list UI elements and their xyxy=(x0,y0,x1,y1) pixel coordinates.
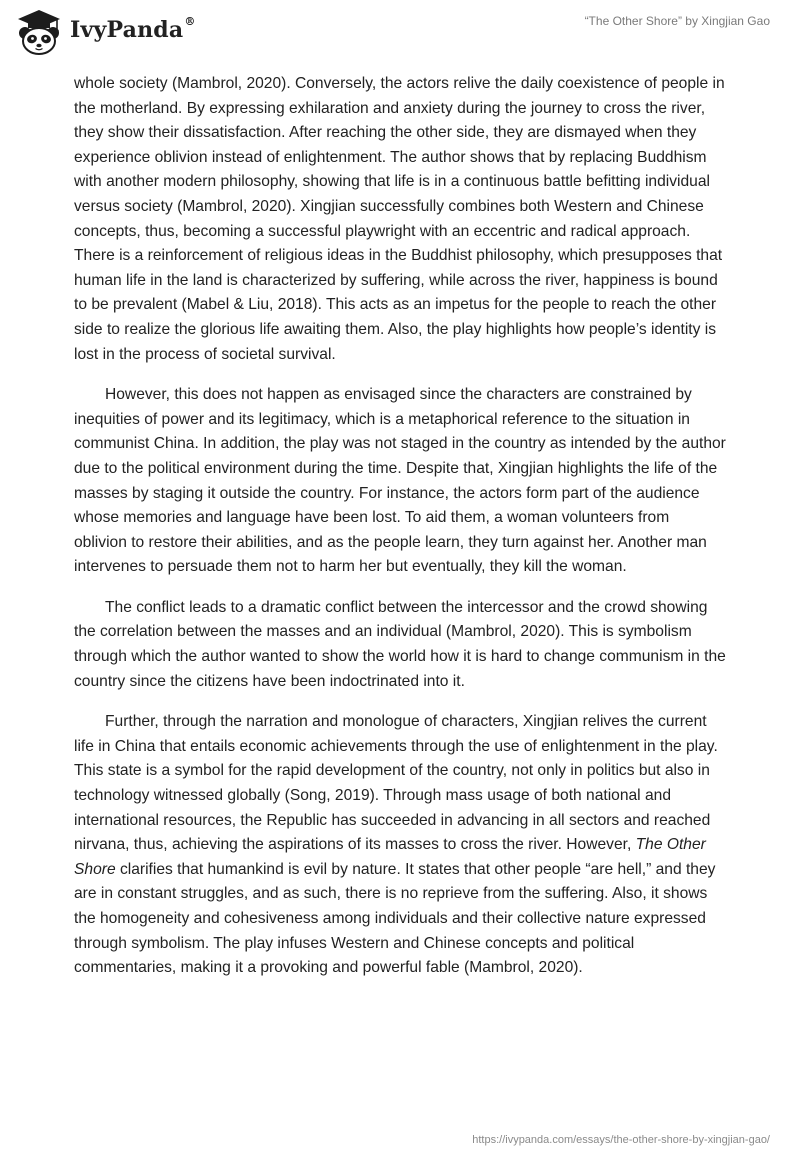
running-title: “The Other Shore” by Xingjian Gao xyxy=(584,14,770,28)
paragraph-2: However, this does not happen as envisaged since the characters are constrained by inequities of power and its legitimacy, which is a metaphorical reference to the situation in communist China. In addition, the play was not staged in the country as intended by the author due to the political environment during the time. Despite that, Xingjian highlights the life of the masses by staging it outside the country. For instance, the actors form part of the audience whose memories and language have been lost. To aid them, a woman volunteers from oblivion to restore their abilities, and as the people learn, they turn against her. Another man intervenes to persuade them not to harm her but eventually, they kill the woman. xyxy=(74,386,726,576)
source-url[interactable]: https://ivypanda.com/essays/the-other-shore-by-xingjian-gao/ xyxy=(472,1134,770,1146)
paragraph-1: whole society (Mambrol, 2020). Conversely, the actors relive the daily coexistence of people in the motherland. By expressing exhilaration and anxiety during the journey to cross the river, they show their dissatisfaction. After reaching the other side, they are dismayed when they experience oblivion instead of enlightenment. The author shows that by replacing Buddhism with another modern philosophy, showing that life is in a continuous battle befitting individual versus society (Mambrol, 2020). Xingjian successfully combines both Western and Chinese concepts, thus, becoming a successful playwright with an eccentric and radical approach. There is a reinforcement of religious ideas in the Buddhist philosophy, which presupposes that human life in the land is characterized by suffering, while across the river, happiness is bound to be prevalent (Mabel & Liu, 2018). This acts as an impetus for the people to reach the other side to realize the glorious life awaiting them. Also, the play highlights how people’s identity is lost in the process of societal survival. xyxy=(74,75,725,363)
brand-logo[interactable] xyxy=(14,8,196,56)
page-header xyxy=(0,0,800,64)
brand-name: IvyPanda® xyxy=(70,14,196,43)
paragraph-4-text-after-title: clarifies that humankind is evil by nature. It states that other people “are hell,” and they are in constant struggles, and as such, there is no reprieve from the suffering. Also, it shows the homogeneity and cohesiveness among individuals and their collective nature expressed through symbolism. The play infuses Western and Chinese concepts and political commentaries, making it a provoking and powerful fable (Mambrol, 2020). xyxy=(74,860,716,977)
play-title: The Other Shore xyxy=(74,836,706,878)
registered-mark: ® xyxy=(184,14,196,28)
paragraph-4 xyxy=(74,710,726,981)
paragraph-4-text-before-title: Further, through the narration and monologue of characters, Xingjian relives the current life in China that entails economic achievements through the use of enlightenment in the play. This state is a symbol for the rapid development of the country, not only in politics but also in technology witnessed globally (Song, 2019). Through mass usage of both national and international resources, the Republic has succeeded in advancing in all sectors and reached nirvana, thus, achieving the aspirations of its masses to cross the river. However, xyxy=(74,713,718,854)
panda-graduate-icon xyxy=(14,8,64,56)
paragraph-3: The conflict leads to a dramatic conflict between the intercessor and the crowd showing the correlation between the masses and an individual (Mambrol, 2020). This is symbolism through which the author wanted to show the world how it is hard to change communism in the country since the citizens have been indoctrinated into it. xyxy=(74,598,726,690)
essay-body xyxy=(74,72,726,997)
